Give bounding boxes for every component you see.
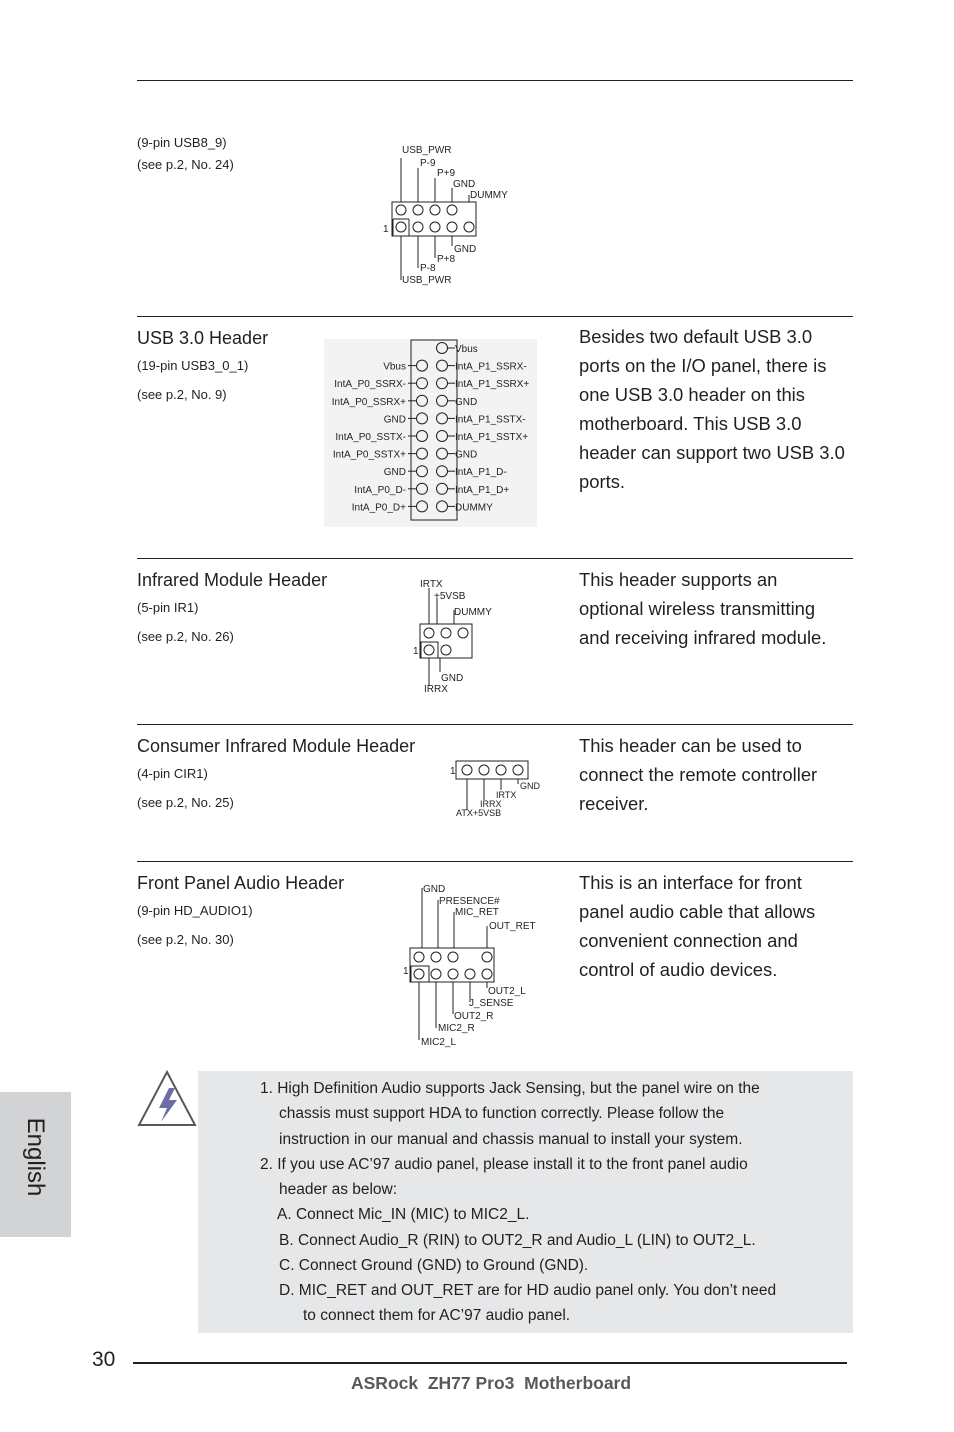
- usb8-9-pin-count: (9-pin USB8_9): [137, 135, 227, 150]
- usb3-right-label: Vbus: [455, 344, 478, 355]
- ir-description: [579, 565, 864, 652]
- note-line: 1. High Definition Audio supports Jack Sensing, but the panel wire on the: [260, 1080, 760, 1097]
- usb3-left-label: IntA_P0_SSTX+: [332, 449, 406, 461]
- usb8-9-pin1-marker: 1: [383, 224, 389, 235]
- note-line: A. Connect Mic_IN (MIC) to MIC2_L.: [277, 1206, 530, 1223]
- usb8-9-page-ref: (see p.2, No. 24): [137, 157, 234, 172]
- usb3-right-label: IntA_P1_SSRX-: [455, 361, 527, 373]
- language-tab-label: English: [22, 1117, 49, 1197]
- usb8-9-top-label: P-9: [420, 158, 436, 169]
- cir-label: GND: [520, 781, 540, 791]
- note-line: header as below:: [279, 1181, 398, 1198]
- cir-description: [579, 731, 864, 818]
- ir-top-label: DUMMY: [454, 607, 492, 618]
- usb3-right-label: IntA_P1_SSRX+: [455, 379, 530, 391]
- usb3-pin-count: (19-pin USB3_0_1): [137, 358, 249, 373]
- ir-bottom-label: IRRX: [424, 684, 448, 695]
- audio-page-ref: (see p.2, No. 30): [137, 932, 234, 947]
- audio-pin-diagram: [400, 878, 540, 1048]
- ir-bottom-label: GND: [441, 673, 464, 684]
- usb3-desc-line: motherboard. This USB 3.0: [579, 413, 802, 434]
- usb3-right-label: IntA_P1_D-: [455, 467, 507, 479]
- note-line: to connect them for AC’97 audio panel.: [303, 1307, 571, 1324]
- section-divider: [137, 558, 853, 559]
- usb8-9-top-label: DUMMY: [470, 190, 508, 201]
- usb3-right-label: DUMMY: [455, 502, 493, 514]
- usb8-9-bottom-label: P-8: [420, 263, 436, 274]
- ir-desc-line: optional wireless transmitting: [579, 598, 816, 619]
- usb3-header-title: USB 3.0 Header: [137, 328, 269, 348]
- footer-rule: [133, 1362, 847, 1364]
- usb3-page-ref: (see p.2, No. 9): [137, 387, 227, 402]
- usb3-left-label: GND: [383, 414, 406, 426]
- cir-pin-diagram: [448, 760, 548, 820]
- ir-top-label: +5VSB: [434, 591, 466, 602]
- cir-desc-line: connect the remote controller: [579, 764, 818, 785]
- cir-desc-line: This header can be used to: [579, 735, 802, 756]
- usb8-9-pin-diagram: [380, 140, 540, 290]
- top-rule: [137, 80, 853, 81]
- audio-desc-line: control of audio devices.: [579, 959, 778, 980]
- note-line: instruction in our manual and chassis manual to install your system.: [279, 1131, 743, 1148]
- audio-desc-line: convenient connection and: [579, 930, 798, 951]
- audio-top-label: PRESENCE#: [439, 896, 500, 907]
- ir-page-ref: (see p.2, No. 26): [137, 629, 234, 644]
- ir-top-label: IRTX: [420, 579, 443, 590]
- ir-pin1-marker: 1: [413, 646, 419, 657]
- section-divider: [137, 316, 853, 317]
- note-line: C. Connect Ground (GND) to Ground (GND).: [279, 1257, 589, 1274]
- usb3-right-label: GND: [455, 449, 478, 461]
- usb8-9-top-label: P+9: [437, 168, 456, 179]
- usb8-9-bottom-label: GND: [454, 244, 477, 255]
- usb3-left-label: GND: [383, 467, 406, 479]
- note-line: chassis must support HDA to function correctly. Please follow the: [279, 1105, 725, 1122]
- usb3-desc-line: one USB 3.0 header on this: [579, 384, 805, 405]
- usb3-desc-line: Besides two default USB 3.0: [579, 326, 813, 347]
- audio-header-title: Front Panel Audio Header: [137, 873, 345, 893]
- audio-description: [579, 868, 864, 984]
- cir-pin-count: (4-pin CIR1): [137, 766, 208, 781]
- audio-top-label: OUT_RET: [489, 921, 536, 932]
- audio-pin-count: (9-pin HD_AUDIO1): [137, 903, 253, 918]
- audio-top-label: MIC_RET: [455, 907, 499, 918]
- usb3-left-label: IntA_P0_D+: [351, 502, 406, 514]
- usb8-9-bottom-label: USB_PWR: [402, 275, 452, 286]
- ir-pin-diagram: [410, 576, 530, 696]
- usb3-description: [579, 322, 864, 496]
- audio-bottom-label: OUT2_R: [454, 1011, 494, 1022]
- cir-page-ref: (see p.2, No. 25): [137, 795, 234, 810]
- usb3-left-label: IntA_P0_D-: [354, 484, 406, 496]
- usb8-9-bottom-label: P+8: [437, 254, 456, 265]
- audio-bottom-label: MIC2_L: [421, 1037, 457, 1048]
- audio-bottom-label: J_SENSE: [469, 998, 514, 1009]
- audio-desc-line: This is an interface for front: [579, 872, 802, 893]
- usb3-desc-line: ports.: [579, 471, 625, 492]
- section-divider: [137, 724, 853, 725]
- audio-bottom-label: MIC2_R: [438, 1023, 475, 1034]
- ir-desc-line: and receiving infrared module.: [579, 627, 827, 648]
- usb3-left-label: IntA_P0_SSTX-: [335, 432, 406, 443]
- audio-bottom-label: OUT2_L: [488, 986, 526, 997]
- cir-label: ATX+5VSB: [456, 808, 502, 818]
- usb3-left-label: IntA_P0_SSRX+: [331, 396, 406, 408]
- usb3-left-label: IntA_P0_SSRX-: [334, 379, 406, 391]
- usb3-desc-line: header can support two USB 3.0: [579, 442, 845, 463]
- cir-desc-line: receiver.: [579, 793, 649, 814]
- audio-top-label: GND: [423, 884, 446, 895]
- warning-icon: [137, 1070, 197, 1128]
- ir-pin-count: (5-pin IR1): [137, 600, 199, 615]
- cir-pin1-marker: 1: [450, 766, 456, 777]
- footer-product-name: ASRock ZH77 Pro3 Motherboard: [351, 1373, 632, 1393]
- cir-label: IRTX: [496, 790, 517, 800]
- audio-desc-line: panel audio cable that allows: [579, 901, 816, 922]
- usb3-right-label: GND: [455, 396, 478, 408]
- audio-pin1-marker: 1: [403, 966, 409, 977]
- usb3-right-label: IntA_P1_D+: [455, 484, 510, 496]
- cir-label: IRRX: [480, 799, 502, 809]
- ir-header-title: Infrared Module Header: [137, 570, 328, 590]
- note-line: B. Connect Audio_R (RIN) to OUT2_R and Audio_L (LIN) to OUT2_L.: [279, 1232, 756, 1249]
- page-number: 30: [92, 1348, 116, 1371]
- usb8-9-top-label: GND: [453, 179, 476, 190]
- usb3-right-label: IntA_P1_SSTX+: [455, 432, 529, 443]
- usb3-desc-line: ports on the I/O panel, there is: [579, 355, 827, 376]
- note-line: D. MIC_RET and OUT_RET are for HD audio panel only. You don’t need: [279, 1282, 777, 1299]
- usb3-left-label: Vbus: [383, 361, 406, 373]
- section-divider: [137, 861, 853, 862]
- ir-desc-line: This header supports an: [579, 569, 778, 590]
- usb3-pin-diagram: [324, 339, 537, 527]
- note-line: 2. If you use AC’97 audio panel, please install it to the front panel audio: [260, 1156, 748, 1173]
- usb8-9-top-label: USB_PWR: [402, 145, 452, 156]
- usb3-right-label: IntA_P1_SSTX-: [455, 414, 526, 426]
- cir-header-title: Consumer Infrared Module Header: [137, 736, 416, 756]
